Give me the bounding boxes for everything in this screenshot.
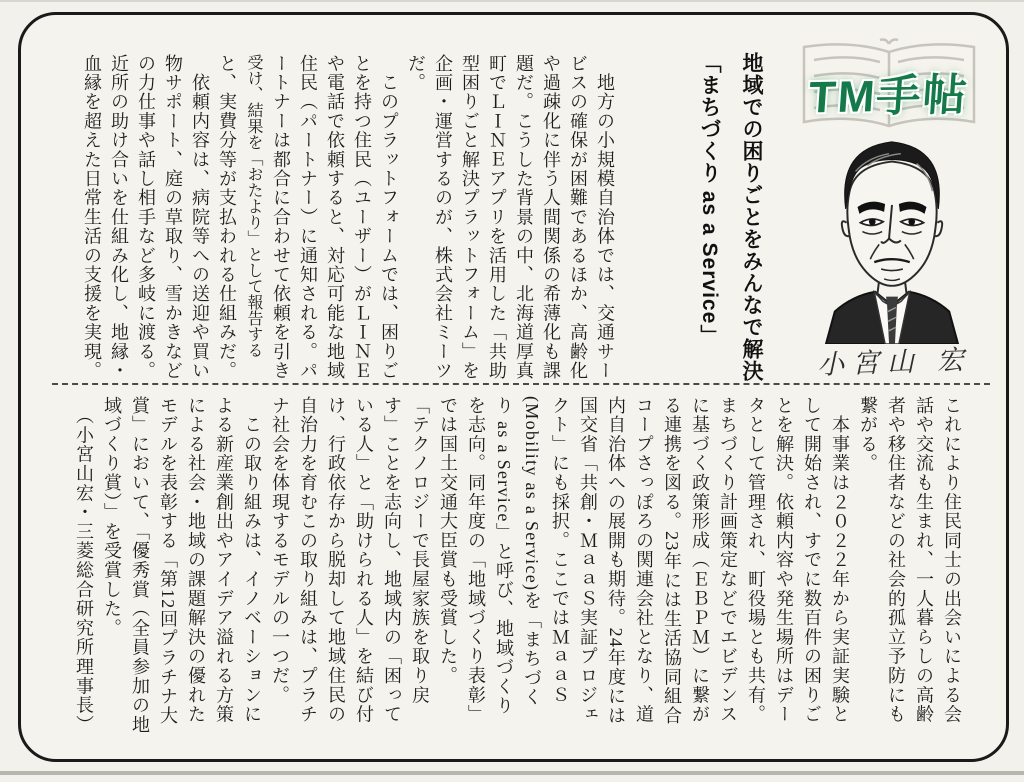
author-portrait-illustration bbox=[797, 132, 987, 344]
vertical-text-column: 繋がる。 bbox=[858, 396, 878, 474]
vertical-text-column: 「テクノロジーで長屋家族を取り戻 bbox=[410, 396, 430, 705]
vertical-text-column: 住民（パートナー）に通知される。パ bbox=[298, 54, 318, 381]
vertical-text-column: これにより住民同士の出会いによる会 bbox=[942, 396, 962, 725]
vertical-text-column: による社会・地域の課題解決の優れた bbox=[186, 396, 206, 725]
section-divider bbox=[52, 383, 990, 385]
illustration-block bbox=[775, 26, 1010, 378]
vertical-text-column: だ。 bbox=[406, 54, 426, 93]
vertical-text-column: まちづくり計画策定などでエビデンス bbox=[718, 396, 738, 725]
vertical-text-column: （小宮山宏・三菱総合研究所理事長） bbox=[74, 396, 94, 735]
vertical-text-column: を志向。同年度の「地域づくり表彰」 bbox=[466, 396, 486, 725]
vertical-text-column: ビスの確保が困難であるほか、高齢化 bbox=[568, 54, 588, 381]
vertical-text-column: この取り組みは、イノベーションに bbox=[242, 396, 262, 725]
vertical-text-column: 町でＬＩＮＥアプリを活用した「共助 bbox=[487, 54, 507, 381]
article-body-top bbox=[58, 54, 618, 386]
vertical-text-column: と、実費分等が支払われる仕組みだ。 bbox=[217, 54, 237, 381]
vertical-text-column: 内自治体への展開も期待。24年度には bbox=[606, 396, 626, 726]
vertical-text-column: に基づく政策形成（ＥＢＰＭ）に繋が bbox=[690, 396, 710, 725]
title-line-2: 「まちづくり as a Service」 bbox=[698, 52, 721, 347]
vertical-text-column: 地方の小規模自治体では、交通サー bbox=[595, 54, 615, 381]
vertical-text-column: す」ことを志向し、地域内の「困って bbox=[382, 396, 402, 725]
vertical-text-column: とを持つ住民（ユーザー）がＬＩＮＥ bbox=[352, 54, 372, 381]
vertical-text-column: り as a Service」と呼び、地域づくり bbox=[494, 396, 514, 716]
scan-edge-top bbox=[0, 0, 1024, 2]
vertical-text-column: ナ社会を体現するモデルの一つだ。 bbox=[270, 396, 290, 705]
vertical-text-column: 域づくり賞）」を受賞した。 bbox=[102, 396, 122, 638]
vertical-text-column: よる新産業創出やアイデア溢れる方策 bbox=[214, 396, 234, 725]
vertical-text-column: クト」にも採択。ここではＭａａＳ bbox=[550, 396, 570, 705]
vertical-text-column: ートナーは都合に合わせて依頼を引き bbox=[271, 54, 291, 381]
vertical-text-column: け、行政依存から脱却して地域住民の bbox=[326, 396, 346, 725]
vertical-text-column: このプラットフォームでは、困りご bbox=[379, 54, 399, 381]
title-line-1: 地域での困りごとをみんなで解決 bbox=[740, 52, 763, 382]
vertical-text-column: 依頼内容は、病院等への送迎や買い bbox=[190, 54, 210, 381]
vertical-text-column: 話や交流も生まれ、一人暮らしの高齢 bbox=[914, 396, 934, 725]
vertical-text-column: 受け、結果を「おたより」として報告する bbox=[245, 54, 262, 358]
vertical-text-column: 賞」において、「優秀賞（全員参加の地 bbox=[130, 396, 150, 735]
vertical-text-column: や過疎化に伴う人間関係の希薄化も課 bbox=[541, 54, 561, 381]
vertical-text-column: 物サポート、庭の草取り、雪かきなど bbox=[163, 54, 183, 381]
vertical-text-column: コープさっぽろの関連会社となり、道 bbox=[634, 396, 654, 725]
tm-techo-logo: TM手帖 bbox=[807, 70, 971, 123]
vertical-text-column: 本事業は２０２２年から実証実験と bbox=[830, 396, 850, 725]
vertical-text-column: モデルを表彰する「第12回プラチナ大 bbox=[158, 396, 178, 726]
vertical-text-column: 企画・運営するのが、株式会社ミーツ bbox=[433, 54, 453, 381]
author-signature: 小宮山 宏 bbox=[816, 344, 973, 380]
vertical-text-column: 題だ。こうした背景の中、北海道厚真 bbox=[514, 54, 534, 381]
article-body-bottom bbox=[64, 396, 966, 752]
vertical-text-column: いる人」と「助けられる人」を結び付 bbox=[354, 396, 374, 725]
vertical-text-column: (Mobility as a Service)を「まちづく bbox=[522, 396, 542, 708]
article-title bbox=[612, 52, 772, 382]
vertical-text-column: や電話で依頼すると、対応可能な地域 bbox=[325, 54, 345, 381]
vertical-text-column: 国交省「共創・ＭａａＳ実証プロジェ bbox=[578, 396, 598, 725]
vertical-text-column: る連携を図る。23年には生活協同組合 bbox=[662, 396, 682, 726]
vertical-text-column: 者や移住者などの社会的孤立予防にも bbox=[886, 396, 906, 725]
vertical-text-column: 近所の助け合いを仕組み化し、地縁・ bbox=[109, 54, 129, 381]
vertical-text-column: タとして管理され、町役場とも共有。 bbox=[746, 396, 766, 725]
vertical-text-column: の力仕事や話し相手など多岐に渡る。 bbox=[136, 54, 156, 381]
scan-edge-bottom bbox=[0, 771, 1024, 775]
vertical-text-column: とを解決。依頼内容や発生場所はデー bbox=[774, 396, 794, 725]
vertical-text-column: して開始され、すでに数百件の困りご bbox=[802, 396, 822, 725]
logo-area bbox=[780, 34, 998, 146]
vertical-text-column: では国土交通大臣賞も受賞した。 bbox=[438, 396, 458, 686]
vertical-text-column: 自治力を育むこの取り組みは、プラチ bbox=[298, 396, 318, 725]
vertical-text-column: 型困りごと解決プラットフォーム」を bbox=[460, 54, 480, 381]
vertical-text-column: 血縁を超えた日常生活の支援を実現。 bbox=[82, 54, 102, 381]
